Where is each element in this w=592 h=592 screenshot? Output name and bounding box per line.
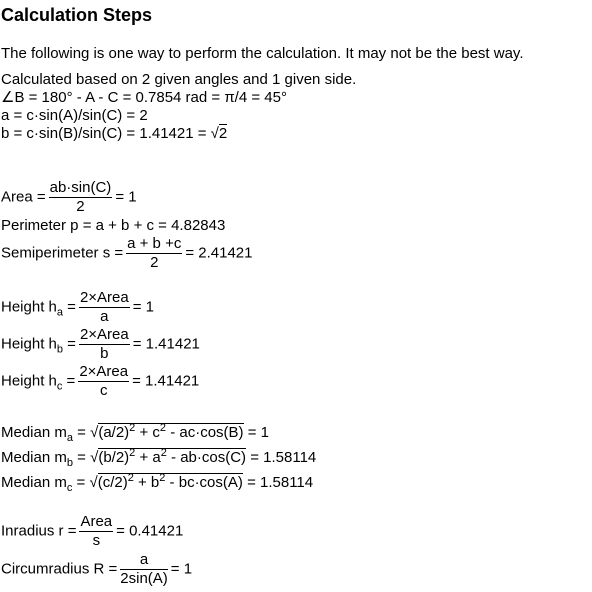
height-b-denominator: b	[100, 345, 109, 362]
side-b-step	[1, 125, 227, 143]
height-b-subscript: b	[56, 343, 63, 356]
median-b-exp-1: 2	[129, 447, 136, 459]
height-a-subscript: a	[56, 306, 63, 319]
side-a-step: a = c·sin(A)/sin(C) = 2	[1, 107, 148, 124]
height-b-equals: =	[67, 335, 76, 353]
median-b-term-2: + a	[135, 449, 161, 466]
semiperimeter-step	[1, 236, 253, 271]
area-fraction	[49, 180, 113, 215]
side-b-text: b = c·sin(B)/sin(C) = 1.41421 = √	[1, 125, 219, 142]
inradius-label: Inradius r =	[1, 522, 77, 540]
median-c-label: Median m	[1, 474, 67, 491]
inradius-fraction	[79, 514, 113, 549]
inradius-denominator: s	[92, 532, 101, 549]
median-c-equals: = √	[76, 474, 98, 491]
area-denominator: 2	[76, 198, 85, 215]
side-b-radicand: 2	[218, 125, 228, 142]
semiperimeter-numerator: a + b +c	[127, 235, 182, 252]
median-c-exp-2: 2	[159, 472, 166, 484]
median-b-equals: = √	[77, 449, 99, 466]
circumradius-label: Circumradius R =	[1, 560, 118, 578]
height-c-result: = 1.41421	[132, 372, 200, 390]
circumradius-denominator: 2sin(A)	[120, 570, 168, 587]
median-c-term-2: + b	[133, 474, 160, 491]
height-a-numerator: 2×Area	[79, 289, 129, 306]
semiperimeter-label: Semiperimeter s =	[1, 244, 124, 262]
median-b-radicand	[98, 448, 246, 466]
height-c-equals: =	[66, 372, 76, 390]
median-b-exp-2: 2	[160, 447, 167, 459]
circumradius-fraction	[120, 552, 168, 587]
height-a-label: Height h	[1, 298, 57, 316]
inradius-step	[1, 514, 183, 549]
area-numerator: ab·sin(C)	[49, 179, 112, 196]
intro-text: The following is one way to perform the calculation. It may not be the best way.	[1, 45, 524, 62]
height-c-fraction	[78, 364, 129, 399]
median-a-result: = 1	[243, 424, 269, 441]
median-a-subscript: a	[66, 432, 73, 444]
basis-text: Calculated based on 2 given angles and 1 given side.	[1, 71, 357, 88]
median-b-step	[1, 449, 316, 467]
median-c-term-1: (c/2)	[97, 474, 128, 491]
median-a-exp-2: 2	[159, 422, 167, 434]
median-b-term-3: - ab·cos(C)	[166, 449, 247, 466]
median-a-label: Median m	[1, 424, 67, 441]
median-a-step	[1, 424, 269, 442]
semiperimeter-denominator: 2	[150, 254, 159, 271]
median-b-term-1: (b/2)	[98, 449, 130, 466]
median-c-subscript: c	[66, 482, 73, 494]
height-a-equals: =	[67, 298, 76, 316]
height-c-label: Height h	[1, 372, 57, 390]
semiperimeter-fraction	[126, 236, 182, 271]
height-a-denominator: a	[100, 308, 109, 325]
angle-b-step: ∠B = 180° - A - C = 0.7854 rad = π/4 = 45°	[1, 89, 287, 106]
area-step	[1, 180, 137, 215]
height-c-step	[1, 364, 199, 399]
median-c-exp-1: 2	[127, 472, 134, 484]
height-a-result: = 1	[132, 298, 155, 316]
height-b-result: = 1.41421	[132, 335, 200, 353]
median-b-result: = 1.58114	[246, 449, 317, 466]
perimeter-step: Perimeter p = a + b + c = 4.82843	[1, 217, 226, 234]
circumradius-step	[1, 552, 192, 587]
inradius-result: = 0.41421	[116, 522, 184, 540]
median-c-radicand	[98, 473, 243, 491]
height-a-step	[1, 290, 154, 325]
median-b-subscript: b	[66, 457, 73, 469]
median-a-term-3: - ac·cos(B)	[166, 424, 244, 441]
median-c-term-3: - bc·cos(A)	[165, 474, 243, 491]
page-title: Calculation Steps	[1, 5, 153, 25]
height-b-step	[1, 327, 200, 362]
height-c-subscript: c	[56, 380, 63, 393]
median-a-radicand	[98, 423, 243, 441]
circumradius-numerator: a	[120, 552, 168, 570]
height-a-fraction	[79, 290, 130, 325]
circumradius-result: = 1	[170, 560, 193, 578]
median-a-term-1: (a/2)	[98, 424, 130, 441]
height-c-denominator: c	[99, 382, 108, 399]
median-c-result: = 1.58114	[242, 474, 314, 491]
height-c-numerator: 2×Area	[79, 363, 129, 380]
height-b-numerator: 2×Area	[79, 326, 129, 343]
median-a-exp-1: 2	[129, 422, 136, 434]
median-c-step	[1, 474, 313, 492]
inradius-numerator: Area	[80, 513, 113, 530]
median-a-term-2: + c	[135, 424, 160, 441]
height-b-fraction	[79, 327, 130, 362]
semiperimeter-result: = 2.41421	[185, 244, 253, 262]
median-a-equals: = √	[77, 424, 99, 441]
height-b-label: Height h	[1, 335, 57, 353]
area-result: = 1	[115, 188, 137, 206]
area-label: Area =	[1, 188, 46, 206]
median-b-label: Median m	[1, 449, 67, 466]
